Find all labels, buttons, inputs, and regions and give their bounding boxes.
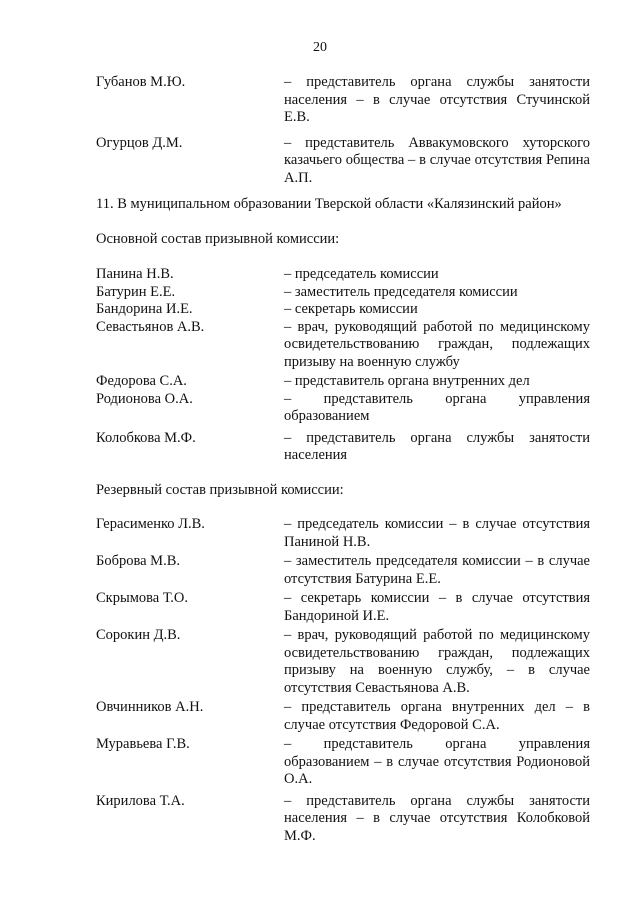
member-name: Колобкова М.Ф. (96, 429, 196, 446)
member-role: – представитель органа управления образованием – в случае отсутствия Родионовой О.А. (284, 736, 590, 787)
member-row (96, 284, 596, 302)
member-role: – представитель Аввакумовского хуторского казачьего общества – в случае отсутствия Репина А.П. (284, 134, 590, 186)
member-row (96, 319, 596, 372)
member-row (96, 430, 596, 465)
member-name: Муравьева Г.В. (96, 736, 190, 752)
member-row (96, 391, 596, 426)
member-name: Батурин Е.Е. (96, 283, 176, 300)
member-role: – секретарь комиссии – в случае отсутствия Бандориной И.Е. (284, 590, 590, 624)
member-name: Федорова С.А. (96, 373, 187, 389)
member-name: Огурцов Д.М. (96, 134, 183, 151)
member-row (96, 793, 596, 846)
member-name: Бандорина И.Е. (96, 301, 193, 317)
member-name: Скрымова Т.О. (96, 590, 188, 606)
top-list (96, 74, 596, 187)
member-name: Панина Н.В. (96, 266, 174, 282)
member-row (96, 516, 596, 551)
member-row (96, 553, 596, 588)
member-row (96, 736, 596, 789)
reserve-list (96, 516, 596, 845)
member-role: – врач, руководящий работой по медицинскому освидетельствованию граждан, подлежащих призыву на военную службу, – в случае отсутствия Севастьянова А.В. (284, 627, 590, 696)
member-name: Кирилова Т.А. (96, 792, 185, 809)
member-name: Сорокин Д.В. (96, 627, 181, 643)
member-name: Герасименко Л.В. (96, 516, 205, 532)
main-composition-title: Основной состав призывной комиссии: (96, 231, 340, 247)
member-row (96, 699, 596, 734)
member-role: – представитель органа управления образованием (284, 390, 590, 424)
page-number: 20 (313, 40, 327, 55)
member-row (96, 627, 596, 697)
member-row (96, 135, 596, 188)
member-role: – председатель комиссии (284, 266, 439, 282)
member-role: – заместитель председателя комиссии – в случае отсутствия Батурина Е.Е. (284, 553, 590, 587)
section-title: 11. В муниципальном образовании Тверской области «Калязинский район» (96, 196, 562, 212)
main-list (96, 266, 596, 465)
member-name: Севастьянов А.В. (96, 318, 205, 335)
member-name: Родионова О.А. (96, 390, 193, 407)
member-role: – представитель органа службы занятости населения (284, 429, 590, 463)
member-role: – представитель органа внутренних дел – в случае отсутствия Федоровой С.А. (284, 699, 590, 733)
member-row (96, 373, 596, 391)
member-row (96, 590, 596, 625)
reserve-composition-title: Резервный состав призывной комиссии: (96, 482, 344, 498)
member-role: – председатель комиссии – в случае отсутствия Паниной Н.В. (284, 516, 590, 550)
member-name: Овчинников А.Н. (96, 699, 204, 715)
member-role: – секретарь комиссии (284, 301, 418, 317)
member-name: Боброва М.В. (96, 553, 180, 569)
member-row (96, 301, 596, 319)
member-role: – заместитель председателя комиссии (284, 283, 518, 300)
member-name: Губанов М.Ю. (96, 74, 186, 90)
member-row (96, 74, 596, 127)
member-role: – представитель органа службы занятости населения – в случае отсутствия Стучинской Е.В. (284, 74, 590, 125)
member-role: – врач, руководящий работой по медицинскому освидетельствованию граждан, подлежащих призыву на военную службу (284, 318, 590, 370)
member-role: – представитель органа службы занятости населения – в случае отсутствия Колобковой М.Ф. (284, 792, 590, 844)
member-row (96, 266, 596, 284)
member-role: – представитель органа внутренних дел (284, 373, 530, 389)
